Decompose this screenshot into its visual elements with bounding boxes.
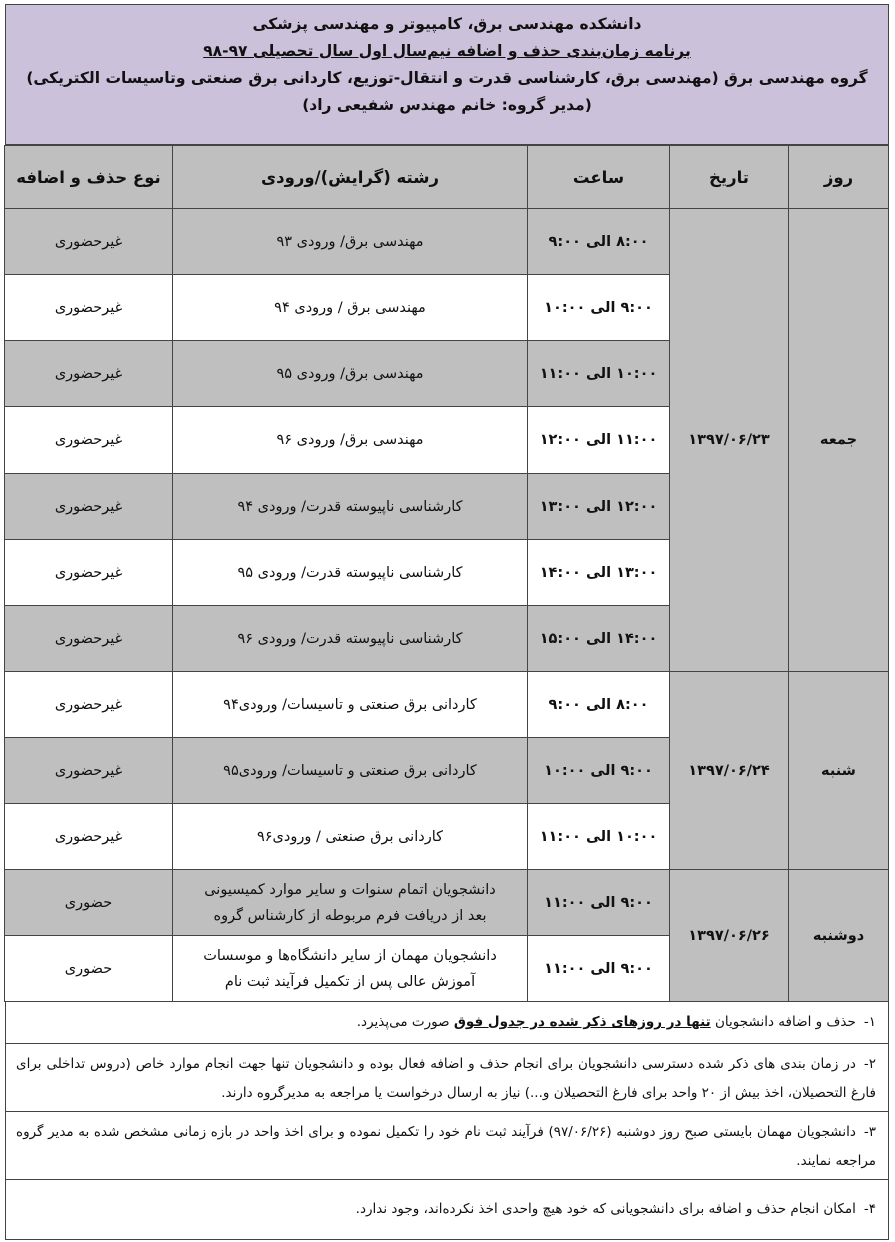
type-cell: غیرحضوری	[5, 407, 173, 474]
note-number: ۳-	[863, 1124, 876, 1140]
type-cell: غیرحضوری	[5, 540, 173, 606]
date-cell: ۱۳۹۷/۰۶/۲۶	[670, 870, 789, 1002]
time-cell: ۹:۰۰ الی ۱۰:۰۰	[528, 738, 670, 804]
note-number: ۱-	[863, 1014, 876, 1030]
course-line: دانشجویان مهمان از سایر دانشگاه‌ها و موسسات	[203, 947, 497, 964]
faculty-title: دانشکده مهندسی برق، کامپیوتر و مهندسی پزشکی	[252, 15, 642, 33]
note-number: ۴-	[863, 1201, 876, 1217]
course-cell: کاردانی برق صنعتی / ورودی۹۶	[173, 804, 528, 870]
date-cell: ۱۳۹۷/۰۶/۲۳	[670, 209, 789, 672]
time-cell: ۱۱:۰۰ الی ۱۲:۰۰	[528, 407, 670, 474]
course-line: آموزش عالی پس از تکمیل فرآیند ثبت نام	[224, 973, 476, 990]
time-cell: ۸:۰۰ الی ۹:۰۰	[528, 672, 670, 738]
time-cell: ۱۰:۰۰ الی ۱۱:۰۰	[528, 341, 670, 407]
note-text: دانشجویان مهمان بایستی صبح روز دوشنبه (۹۷/۰۶/۲۶) فرآیند ثبت نام خود را تکمیل نموده و برای اخذ واحد در بازه زمانی مشخص شده به مدیر گروه مراجعه نمایند.	[16, 1124, 876, 1169]
course-cell	[173, 870, 528, 936]
department-head: (مدیر گروه: خانم مهندس شفیعی راد)	[302, 96, 592, 114]
type-cell: غیرحضوری	[5, 209, 173, 275]
type-cell: غیرحضوری	[5, 804, 173, 870]
course-line: دانشجویان اتمام سنوات و سایر موارد کمیسیونی	[204, 881, 496, 898]
note-2	[6, 1043, 888, 1111]
course-cell: کارشناسی ناپیوسته قدرت/ ورودی ۹۶	[173, 606, 528, 672]
table-header-row	[5, 146, 889, 209]
note-3	[6, 1111, 888, 1179]
type-cell: غیرحضوری	[5, 606, 173, 672]
notes-section	[5, 1002, 889, 1240]
note-text: امکان انجام حذف و اضافه برای دانشجویانی که خود هیچ واحدی اخذ نکرده‌اند، وجود ندارد.	[355, 1201, 856, 1217]
schedule-title: برنامه زمان‌بندی حذف و اضافه نیم‌سال اول سال تحصیلی ۹۷-۹۸	[203, 42, 691, 60]
time-cell: ۱۰:۰۰ الی ۱۱:۰۰	[528, 804, 670, 870]
day-cell: جمعه	[789, 209, 889, 672]
course-cell: مهندسی برق/ ورودی ۹۶	[173, 407, 528, 474]
course-cell: کاردانی برق صنعتی و تاسیسات/ ورودی۹۴	[173, 672, 528, 738]
col-header-type: نوع حذف و اضافه	[5, 146, 173, 209]
course-cell: مهندسی برق/ ورودی ۹۵	[173, 341, 528, 407]
col-header-course: رشته (گرایش)/ورودی	[173, 146, 528, 209]
type-cell: حضوری	[5, 936, 173, 1002]
schedule-table	[4, 145, 889, 1002]
note-1	[6, 1002, 888, 1043]
time-cell: ۸:۰۰ الی ۹:۰۰	[528, 209, 670, 275]
col-header-day: روز	[789, 146, 889, 209]
course-line: بعد از دریافت فرم مربوطه از کارشناس گروه	[213, 907, 487, 924]
date-cell: ۱۳۹۷/۰۶/۲۴	[670, 672, 789, 870]
note-number: ۲-	[863, 1056, 876, 1072]
schedule-document	[5, 4, 889, 1240]
note-text: در زمان بندی های ذکر شده دسترسی دانشجویان برای انجام حذف و اضافه فعال بوده و دانشجویان تنها جهت انجام موارد خاص (دروس تداخلی برای فارغ التحصیلان، اخذ بیش از ۲۰ واحد برای فارغ التحصیلان و...) نیاز به ارسال درخواست یا مراجعه به مدیرگروه دارند.	[16, 1056, 876, 1101]
type-cell: غیرحضوری	[5, 738, 173, 804]
course-cell: کارشناسی ناپیوسته قدرت/ ورودی ۹۵	[173, 540, 528, 606]
time-cell: ۱۳:۰۰ الی ۱۴:۰۰	[528, 540, 670, 606]
document-header	[5, 4, 889, 145]
type-cell: غیرحضوری	[5, 341, 173, 407]
course-cell: مهندسی برق / ورودی ۹۴	[173, 275, 528, 341]
table-row	[5, 672, 889, 738]
course-cell: مهندسی برق/ ورودی ۹۳	[173, 209, 528, 275]
day-cell: دوشنبه	[789, 870, 889, 1002]
department-title: گروه مهندسی برق (مهندسی برق، کارشناسی قدرت و انتقال-توزیع، کاردانی برق صنعتی وتاسیسات الکتریکی)	[26, 69, 868, 87]
type-cell: غیرحضوری	[5, 672, 173, 738]
col-header-time: ساعت	[528, 146, 670, 209]
table-row	[5, 870, 889, 936]
time-cell: ۹:۰۰ الی ۱۰:۰۰	[528, 275, 670, 341]
note-text: صورت می‌پذیرد.	[356, 1014, 454, 1030]
type-cell: حضوری	[5, 870, 173, 936]
time-cell: ۹:۰۰ الی ۱۱:۰۰	[528, 936, 670, 1002]
day-cell: شنبه	[789, 672, 889, 870]
table-row	[5, 209, 889, 275]
course-cell: کاردانی برق صنعتی و تاسیسات/ ورودی۹۵	[173, 738, 528, 804]
note-4	[6, 1179, 888, 1239]
course-cell	[173, 936, 528, 1002]
type-cell: غیرحضوری	[5, 275, 173, 341]
course-cell: کارشناسی ناپیوسته قدرت/ ورودی ۹۴	[173, 474, 528, 540]
type-cell: غیرحضوری	[5, 474, 173, 540]
time-cell: ۱۲:۰۰ الی ۱۳:۰۰	[528, 474, 670, 540]
note-text: حذف و اضافه دانشجویان	[710, 1014, 856, 1030]
note-emphasis: تنها در روزهای ذکر شده در جدول فوق	[453, 1014, 711, 1030]
col-header-date: تاریخ	[670, 146, 789, 209]
time-cell: ۱۴:۰۰ الی ۱۵:۰۰	[528, 606, 670, 672]
time-cell: ۹:۰۰ الی ۱۱:۰۰	[528, 870, 670, 936]
